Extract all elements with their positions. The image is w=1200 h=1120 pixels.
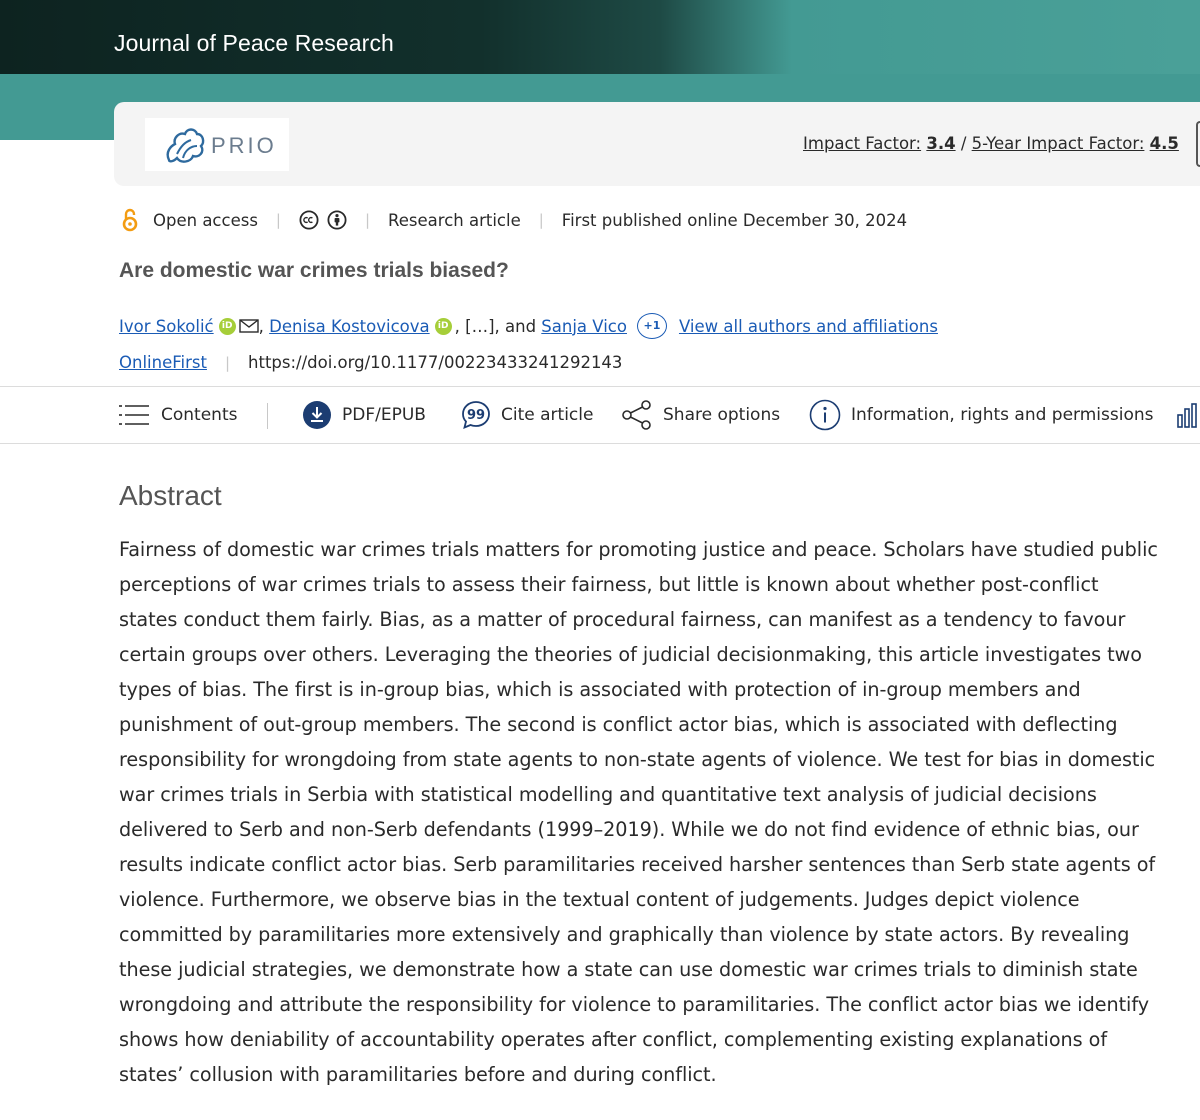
impact-factor-value[interactable]: 3.4 (926, 134, 956, 153)
publication-date: First published online December 30, 2024 (561, 210, 908, 230)
impact-factor-label[interactable]: Impact Factor: (803, 134, 922, 153)
prio-logo-icon (163, 124, 209, 166)
prio-logo-text: PRIO (211, 133, 277, 158)
author-link[interactable]: Denisa Kostovicova (269, 316, 430, 336)
orcid-icon[interactable]: iD (435, 318, 452, 335)
contents-icon (119, 403, 151, 427)
information-rights-label: Information, rights and permissions (851, 405, 1154, 425)
author-ellipsis: , […], and (454, 316, 542, 336)
prio-logo[interactable] (145, 118, 289, 171)
share-icon (621, 400, 653, 430)
journal-title[interactable]: Journal of Peace Research (114, 30, 394, 56)
toolbar-divider (267, 403, 268, 429)
cite-article-button[interactable] (461, 387, 593, 443)
metrics-bar-chart-icon (1176, 401, 1200, 429)
five-year-impact-value[interactable]: 4.5 (1149, 134, 1179, 153)
svg-text:99: 99 (466, 408, 486, 423)
more-authors-badge[interactable]: +1 (637, 313, 667, 339)
orcid-icon[interactable]: iD (219, 318, 236, 335)
pdf-epub-button[interactable] (302, 387, 426, 443)
download-icon (302, 400, 332, 430)
view-all-authors-link[interactable]: View all authors and affiliations (678, 316, 938, 336)
author-list (119, 313, 938, 339)
article-title: Are domestic war crimes trials biased? (119, 259, 509, 282)
open-access-label: Open access (153, 210, 258, 230)
attribution-icon[interactable] (327, 210, 347, 230)
article-type: Research article (388, 210, 521, 230)
doi-link[interactable]: https://doi.org/10.1177/00223433241292143 (248, 353, 623, 372)
abstract-text: Fairness of domestic war crimes trials matters for promoting justice and peace. Scholars have studied public perceptions of war crimes trials to assess their fairness, but little is known about whether post-conflict states conduct them fairly. Bias, as a matter of procedural fairness, can manifest as a tendency to favour certain groups over others. Leveraging the theories of judicial decisionmaking, this article investigates two types of bias. The first is in-group bias, which is associated with protection of in-group members and punishment of out-group members. The second is conflict actor bias, which is associated with deflecting responsibility for wrongdoing from state agents to non-state agents of violence. We test for bias in domestic war crimes trials in Serbia with statistical modelling and quantitative text analysis of judicial decisions delivered to Serb and non-Serb defendants (1999–2019). While we do not find evidence of ethnic bias, our results indicate conflict actor bias. Serb paramilitaries received harsher sentences than Serb state agents of violence. Furthermore, we observe bias in the textual content of judgements. Judges depict violence committed by paramilitaries more extensively and graphically than violence by state actors. By revealing these judicial strategies, we demonstrate how a state can use domestic war crimes trials to diminish state wrongdoing and attribute the responsibility for violence to paramilitaries. The conflict actor bias we identify shows how deniability of accountability operates after conflict, complementing existing explanations of states’ collusion with paramilitaries before and during conflict. (119, 538, 1158, 1086)
online-first-link[interactable]: OnlineFirst (119, 353, 207, 372)
cite-quote-icon (461, 400, 491, 430)
metrics-button[interactable] (1176, 387, 1200, 443)
article-meta (119, 207, 907, 233)
meta-divider: | (275, 211, 281, 229)
doi-row (119, 353, 622, 372)
author-link[interactable]: Ivor Sokolić (119, 316, 214, 336)
author-comma: , (258, 316, 270, 336)
meta-divider: | (538, 211, 544, 229)
share-options-button[interactable] (621, 387, 780, 443)
email-icon[interactable] (239, 319, 259, 333)
impact-factor (803, 134, 1179, 153)
meta-divider: | (364, 211, 371, 229)
author-link[interactable]: Sanja Vico (541, 316, 627, 336)
info-icon (809, 399, 841, 431)
five-year-impact-label[interactable]: 5-Year Impact Factor: (971, 134, 1145, 153)
contents-button[interactable] (119, 387, 237, 443)
abstract-heading: Abstract (119, 480, 222, 511)
share-options-label: Share options (663, 405, 781, 425)
impact-separator: / (955, 134, 972, 153)
contents-label: Contents (161, 405, 238, 425)
open-access-icon (119, 208, 141, 232)
pdf-epub-label: PDF/EPUB (342, 405, 426, 425)
card-side-button[interactable] (1196, 121, 1200, 167)
cc-license-icon[interactable] (299, 210, 319, 230)
doi-divider: | (224, 353, 231, 372)
cite-article-label: Cite article (501, 405, 594, 425)
article-toolbar (0, 386, 1200, 444)
information-rights-button[interactable] (809, 387, 1154, 443)
